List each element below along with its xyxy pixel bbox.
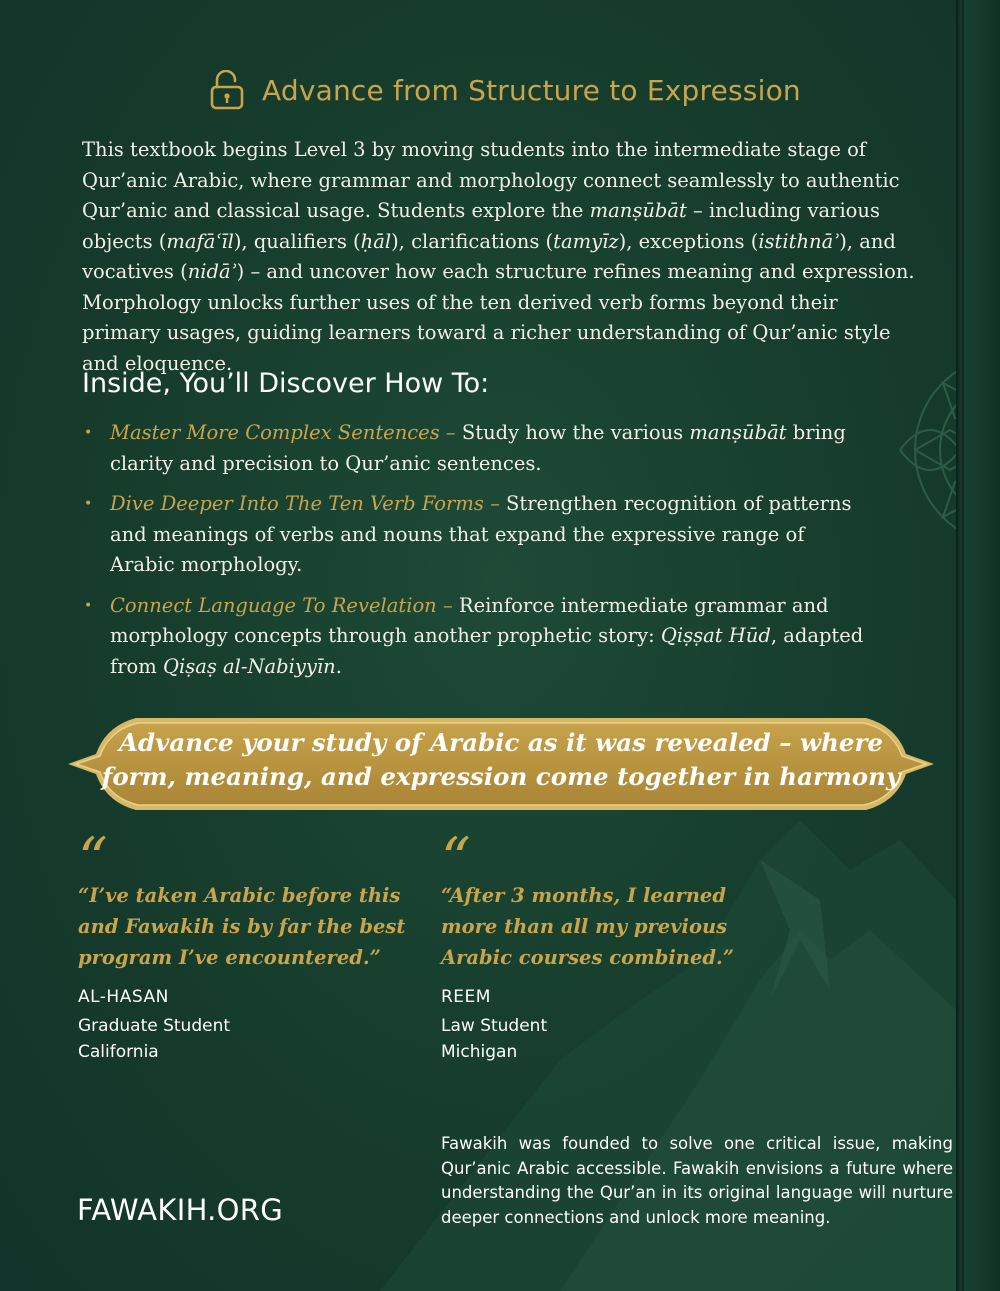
intro-term: ḥāl — [360, 229, 392, 253]
banner-line: Advance your study of Arabic as it was revealed – where — [119, 728, 883, 757]
intro-term: istithnāʾ — [758, 229, 840, 253]
testimonial-name: REEM — [441, 987, 491, 1007]
list-item-text: , adapted from — [110, 624, 864, 678]
list-item-lead: Connect Language To Revelation – — [110, 593, 453, 617]
list-item-text: Reinforce intermediate grammar and morphology concepts through another prophetic story: — [110, 593, 829, 647]
list-item — [82, 418, 872, 479]
testimonial-place: California — [78, 1042, 159, 1062]
bullet-icon: • — [84, 425, 93, 441]
intro-text: ), qualifiers ( — [233, 229, 361, 253]
testimonial — [78, 825, 408, 1065]
intro-text: – including various objects ( — [82, 199, 880, 253]
intro-text: ), exceptions ( — [618, 229, 759, 253]
testimonial-role: Graduate Student — [78, 1016, 231, 1036]
discover-heading: Inside, You’ll Discover How To: — [82, 368, 490, 399]
list-item-text: . — [335, 654, 342, 678]
testimonial — [441, 825, 771, 1065]
intro-term: tamyīz — [553, 229, 619, 253]
bullet-icon: • — [84, 496, 93, 512]
testimonial-name: AL-HASAN — [78, 987, 169, 1007]
testimonial-role: Law Student — [441, 1016, 548, 1036]
intro-term: nidāʾ — [187, 260, 237, 283]
bullet-icon: • — [84, 597, 93, 614]
intro-paragraph — [82, 135, 922, 379]
banner-text — [86, 726, 916, 794]
cover-heading — [210, 66, 801, 114]
testimonial-place: Michigan — [441, 1042, 518, 1062]
list-item-text: Study how the various — [455, 421, 690, 444]
intro-text: ), clarifications ( — [391, 229, 554, 253]
page-title: Advance from Structure to Expression — [262, 73, 801, 107]
book-spine — [956, 0, 1000, 1291]
website-url: FAWAKIH.ORG — [77, 1193, 284, 1227]
banner-line: form, meaning, and expression come together in harmony — [101, 762, 901, 791]
list-item-lead: Dive Deeper Into The Ten Verb Forms – — [110, 492, 500, 515]
about-paragraph: Fawakih was founded to solve one critical issue, making Qur’anic Arabic accessible. Fawakih envisions a future where understanding the Qur’an in its original language will nurture deeper connections and unlock more meaning. — [441, 1134, 953, 1227]
intro-term: manṣūbāt — [589, 199, 687, 222]
list-item-text: bring clarity and precision to Qur’anic sentences. — [110, 421, 846, 475]
list-item-term: Qiṣaṣ al-Nabiyyīn — [162, 654, 336, 678]
intro-text: ) – and uncover how each structure refines meaning and expression. Morphology unlocks further uses of the ten derived verb forms beyond their primary usages, guiding learners toward a richer understanding of Qur’anic style and eloquence. — [82, 260, 915, 375]
unlock-icon — [210, 70, 244, 110]
list-item — [82, 591, 872, 683]
list-item-term: manṣūbāt — [689, 421, 787, 444]
quote-icon: “ — [441, 825, 471, 893]
quote-icon: “ — [78, 825, 108, 893]
list-item-lead: Master More Complex Sentences – — [110, 421, 456, 444]
list-item — [82, 489, 872, 581]
intro-text: ), and vocatives ( — [82, 229, 896, 283]
intro-term: mafāʿīl — [166, 229, 234, 253]
testimonial-quote: “After 3 months, I learned more than all my previous Arabic courses combined.” — [441, 884, 735, 969]
spine-edge — [956, 0, 958, 1291]
list-item-text: Strengthen recognition of patterns and meanings of verbs and nouns that expand the expressive range of Arabic morphology. — [110, 492, 852, 576]
discover-list — [82, 418, 872, 692]
intro-text: This textbook begins Level 3 by moving students into the intermediate stage of Qur’anic Arabic, where grammar and morphology connect seamlessly to authentic Qur’anic and classical usage. Students explore the — [82, 138, 900, 222]
gold-banner — [66, 708, 936, 820]
list-item-term: Qiṣṣat Hūd — [660, 624, 771, 647]
testimonial-quote: “I’ve taken Arabic before this and Fawakih is by far the best program I’ve encountered.” — [78, 884, 406, 969]
spine-groove — [962, 0, 964, 1291]
